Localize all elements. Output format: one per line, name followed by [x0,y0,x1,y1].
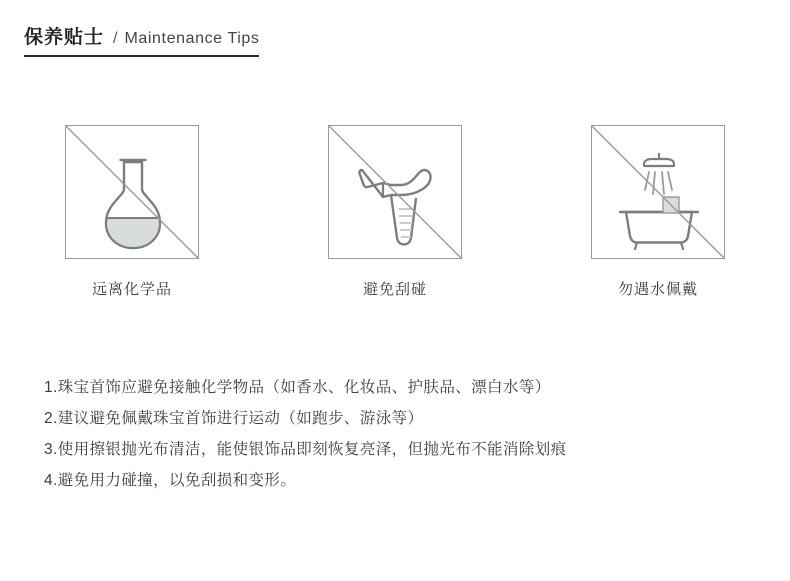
care-note-item: 4.避免用力碰撞，以免刮损和变形。 [44,472,297,489]
page-title-cn: 保养贴士 [24,27,105,48]
page-title-en: Maintenance Tips [124,30,260,47]
care-icon-avoid-scratch [264,125,527,299]
care-note-item: 3.使用擦银抛光布清洁，能使银饰品即刻恢复亮泽，但抛光布不能消除划痕 [44,441,567,458]
care-icon-no-water [527,125,790,299]
care-icon-no-chemicals [1,125,264,299]
care-note-item: 1.珠宝首饰应避免接触化学物品（如香水、化妆品、护肤品、漂白水等） [44,379,551,396]
no-scratch-hammer-icon [328,125,462,259]
care-notes-list [44,372,754,496]
no-water-shower-icon [591,125,725,259]
care-note-item: 2.建议避免佩戴珠宝首饰进行运动（如跑步、游泳等） [44,410,424,427]
care-icon-caption: 勿遇水佩戴 [617,281,698,298]
page-header [24,22,259,57]
care-icons-row [0,125,790,299]
title-separator: / [113,30,118,47]
care-icon-caption: 远离化学品 [91,281,172,298]
care-icon-caption: 避免刮碰 [362,281,427,298]
no-chemicals-icon [65,125,199,259]
